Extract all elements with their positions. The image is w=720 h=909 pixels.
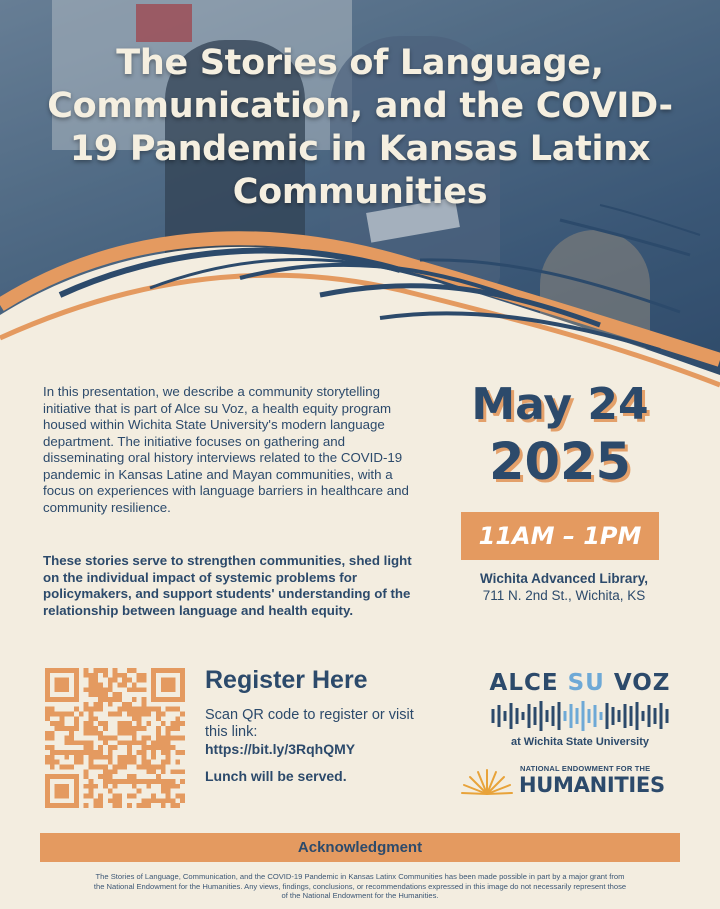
highlight-paragraph: These stories serve to strengthen communities, shed light on the individual impact of systemic problems for policymakers, and support students' understanding of the relationship between language and health equity.	[43, 553, 412, 618]
logo-word-su: SU	[567, 670, 605, 696]
venue-address: 711 N. 2nd St., Wichita, KS	[482, 588, 646, 603]
neh-small-text: NATIONAL ENDOWMENT FOR THE	[520, 764, 651, 773]
sound-wave-bar	[666, 709, 669, 723]
sound-wave-bar	[594, 705, 597, 727]
alce-su-voz-logo	[480, 670, 680, 748]
logo-word-voz: VOZ	[613, 670, 671, 696]
sound-wave-bar	[612, 707, 615, 725]
sound-wave-bar	[576, 708, 579, 724]
event-time-badge: 11AM – 1PM	[461, 512, 659, 560]
event-year: 2025	[489, 433, 631, 492]
sound-wave-bar	[636, 702, 639, 730]
logo-subtitle: at Wichita State University	[510, 736, 650, 748]
sound-wave-bar	[516, 708, 519, 724]
event-date: May 24	[471, 379, 649, 430]
register-link[interactable]: https://bit.ly/3RqhQMY	[205, 741, 356, 757]
register-heading: Register Here	[205, 666, 368, 694]
sound-wave-bar	[648, 705, 651, 727]
qr-code[interactable]	[45, 668, 185, 808]
sound-wave-bar	[582, 701, 585, 731]
neh-logo	[460, 762, 675, 798]
sound-wave-bar	[588, 709, 591, 723]
sound-wave-bar	[606, 703, 609, 729]
register-instructions: Scan QR code to register or visit this link:	[205, 707, 414, 740]
acknowledgment-heading: Acknowledgment	[40, 833, 680, 862]
sound-wave-bar	[528, 704, 531, 728]
sound-wave-bar	[522, 712, 525, 720]
sound-wave-bar	[564, 711, 567, 721]
sound-wave-bar	[492, 709, 495, 723]
sound-wave-bar	[600, 712, 603, 720]
lunch-note: Lunch will be served.	[205, 768, 347, 784]
alce-su-voz-wordmark	[480, 670, 680, 696]
sound-wave-bar	[630, 706, 633, 726]
sound-wave-bar	[642, 711, 645, 721]
sound-wave-bar	[498, 705, 501, 727]
flyer-title: The Stories of Language, Communication, and the COVID-19 Pandemic in Kansas Latinx Communities	[47, 43, 673, 212]
logo-word-alce: ALCE	[489, 670, 559, 696]
sound-wave-bar	[624, 704, 627, 728]
sound-wave-bar	[654, 708, 657, 724]
decorative-waves	[0, 200, 720, 400]
sound-wave-bar	[552, 706, 555, 726]
sound-wave-bar	[618, 710, 621, 722]
sound-wave-bar	[504, 711, 507, 721]
description-paragraph: In this presentation, we describe a community storytelling initiative that is part of Alce su Voz, a health equity program housed within Wichita State University's modern language department. The initiative focuses on gathering and disseminating oral history interviews related to the COVID-19 pandemic in Kansas Latine and Mayan communities, with a focus on experiences with language barriers in healthcare and community resilience.	[43, 384, 409, 515]
venue-name: Wichita Advanced Library,	[480, 571, 648, 586]
sound-wave-bar	[558, 702, 561, 730]
sound-wave-icon	[490, 700, 670, 732]
sound-wave-bar	[546, 710, 549, 722]
sound-wave-bar	[510, 703, 513, 729]
sound-wave-bar	[660, 703, 663, 729]
sunburst-icon	[460, 766, 514, 796]
sound-wave-bar	[570, 704, 573, 728]
sound-wave-bar	[534, 707, 537, 725]
event-venue	[455, 570, 673, 604]
neh-big-text: HUMANITIES	[519, 773, 665, 797]
sound-wave-bar	[540, 701, 543, 731]
acknowledgment-text: The Stories of Language, Communication, and the COVID-19 Pandemic in Kansas Latinx Communities has been made possible in part by a major grant from the National Endowment for the Humanities. Any views, findings, conclusions, or recommendations expressed in this image do not necessarily represent those of the National Endowment for the Humanities.	[93, 872, 627, 901]
